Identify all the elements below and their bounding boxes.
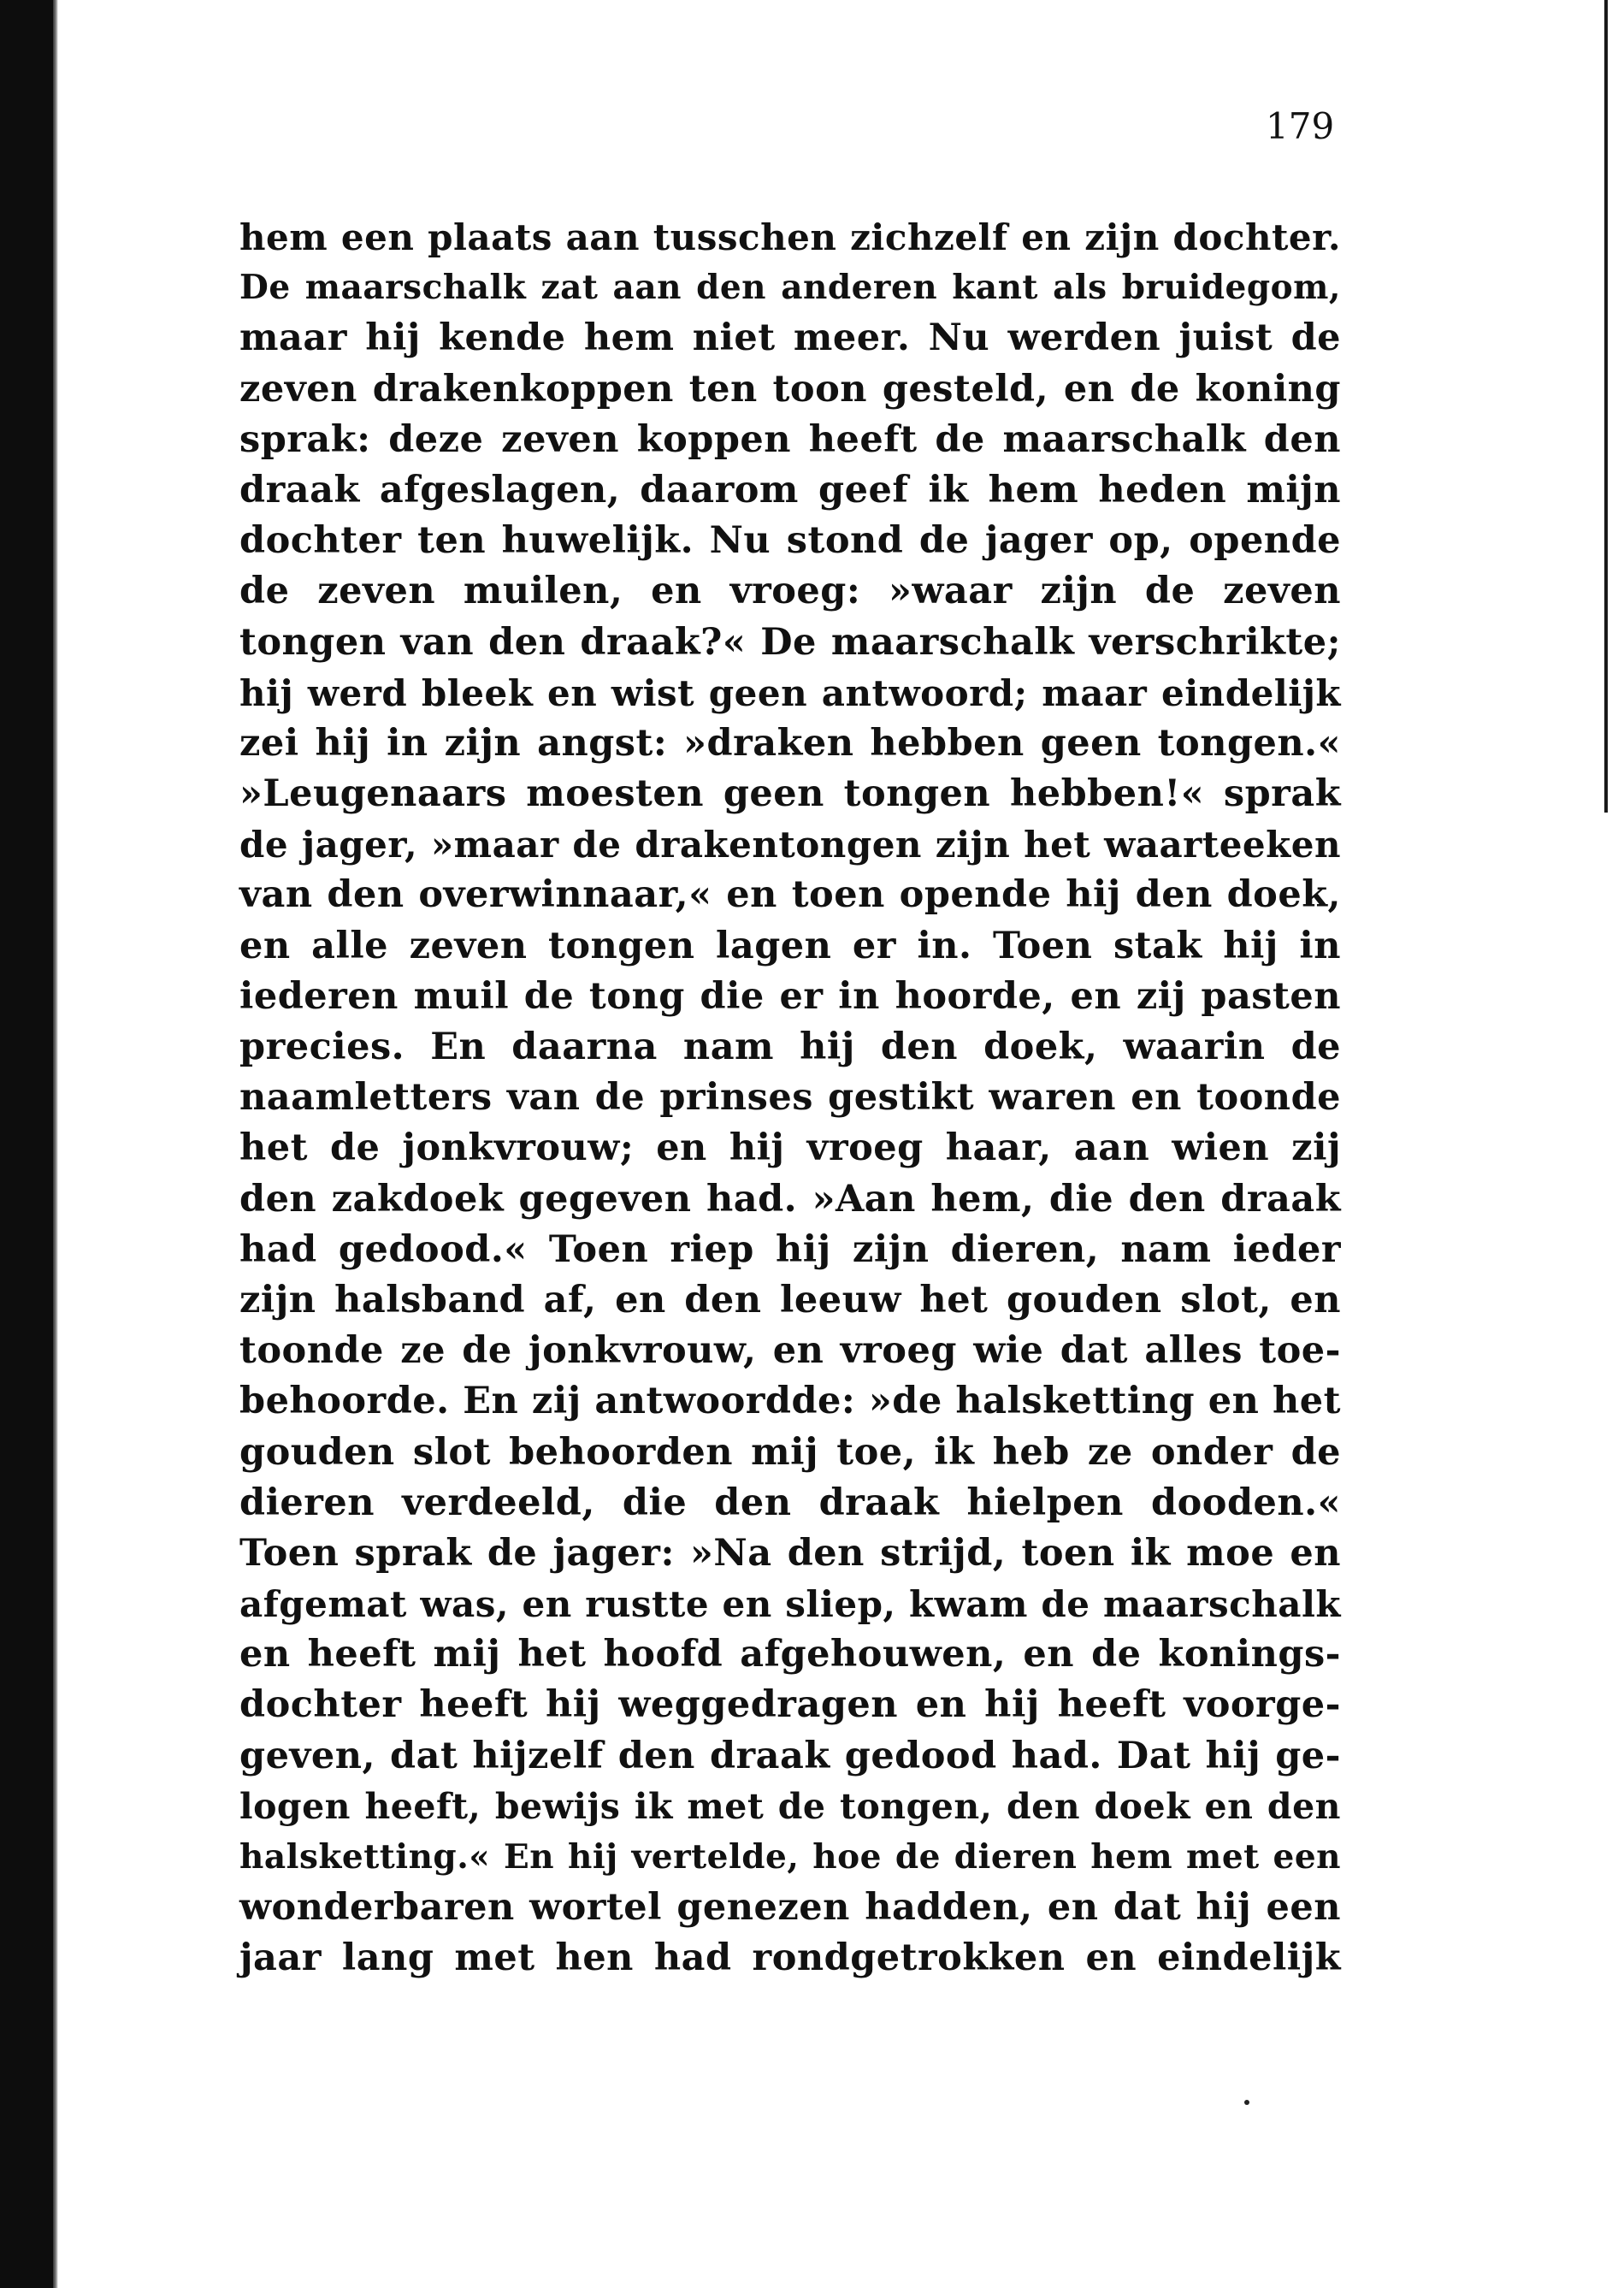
spine-edge-gradient [53, 0, 58, 2288]
text-line: hem een plaats aan tusschen zichzelf en zijn dochter. [239, 216, 1341, 258]
text-line: maar hij kende hem niet meer. Nu werden juist de [239, 316, 1341, 360]
body-text [239, 212, 1341, 1984]
page-right-edge [1604, 0, 1608, 813]
text-line: dieren verdeeld, die den draak hielpen dooden.« [239, 1481, 1341, 1524]
book-spine-shadow [0, 0, 53, 2288]
text-line: zei hij in zijn angst: »draken hebben geen tongen.« [239, 721, 1341, 765]
text-line: De maarschalk zat aan den anderen kant als bruidegom, [239, 268, 1341, 308]
text-line: iederen muil de tong die er in hoorde, en zij pasten [239, 974, 1341, 1018]
text-line: logen heeft, bewijs ik met de tongen, den doek en den [239, 1785, 1341, 1827]
text-line: zijn halsband af, en den leeuw het gouden slot, en [239, 1278, 1341, 1321]
text-line: zeven drakenkoppen ten toon gesteld, en de koning [239, 367, 1341, 411]
text-line: gouden slot behoorden mij toe, ik heb ze onder de [239, 1430, 1341, 1474]
text-line: toonde ze de jonkvrouw, en vroeg wie dat alles toe- [239, 1329, 1341, 1373]
text-line: hij werd bleek en wist geen antwoord; maar eindelijk [239, 671, 1341, 714]
text-line: dochter heeft hij weggedragen en hij heeft voorge- [239, 1683, 1341, 1727]
text-line: halsketting.« En hij vertelde, hoe de dieren hem met een [239, 1837, 1341, 1877]
text-line: geven, dat hijzelf den draak gedood had. Dat hij ge- [239, 1734, 1341, 1777]
text-line: naamletters van de prinses gestikt waren en toonde [239, 1076, 1341, 1120]
text-line: sprak: deze zeven koppen heeft de maarschalk den [239, 417, 1341, 461]
print-speck [1244, 2100, 1249, 2105]
text-line: Toen sprak de jager: »Na den strijd, toen ik moe en [239, 1531, 1341, 1575]
text-line: »Leugenaars moesten geen tongen hebben!« sprak [239, 772, 1341, 816]
text-line: precies. En daarna nam hij den doek, waarin de [239, 1026, 1341, 1068]
text-line: had gedood.« Toen riep hij zijn dieren, nam ieder [239, 1227, 1341, 1271]
text-line: draak afgeslagen, daarom geef ik hem heden mijn [239, 468, 1341, 511]
text-line: jaar lang met hen had rondgetrokken en eindelijk [239, 1936, 1341, 1980]
text-line: dochter ten huwelijk. Nu stond de jager op, opende [239, 519, 1341, 563]
text-line: wonderbaren wortel genezen hadden, en dat hij een [239, 1886, 1341, 1930]
page-number: 179 [1266, 105, 1335, 147]
text-line: van den overwinnaar,« en toen opende hij den doek, [239, 873, 1341, 917]
text-line: de jager, »maar de drakentongen zijn het waarteeken [239, 824, 1341, 866]
text-line: tongen van den draak?« De maarschalk verschrikte; [239, 620, 1341, 664]
text-line: en heeft mij het hoofd afgehouwen, en de konings- [239, 1633, 1341, 1676]
text-line: den zakdoek gegeven had. »Aan hem, die den draak [239, 1177, 1341, 1221]
text-line: en alle zeven tongen lagen er in. Toen stak hij in [239, 924, 1341, 967]
text-line: afgemat was, en rustte en sliep, kwam de maarschalk [239, 1583, 1341, 1626]
text-line: het de jonkvrouw; en hij vroeg haar, aan wien zij [239, 1126, 1341, 1170]
text-line: behoorde. En zij antwoordde: »de halsketting en het [239, 1380, 1341, 1423]
text-line: de zeven muilen, en vroeg: »waar zijn de zeven [239, 570, 1341, 613]
